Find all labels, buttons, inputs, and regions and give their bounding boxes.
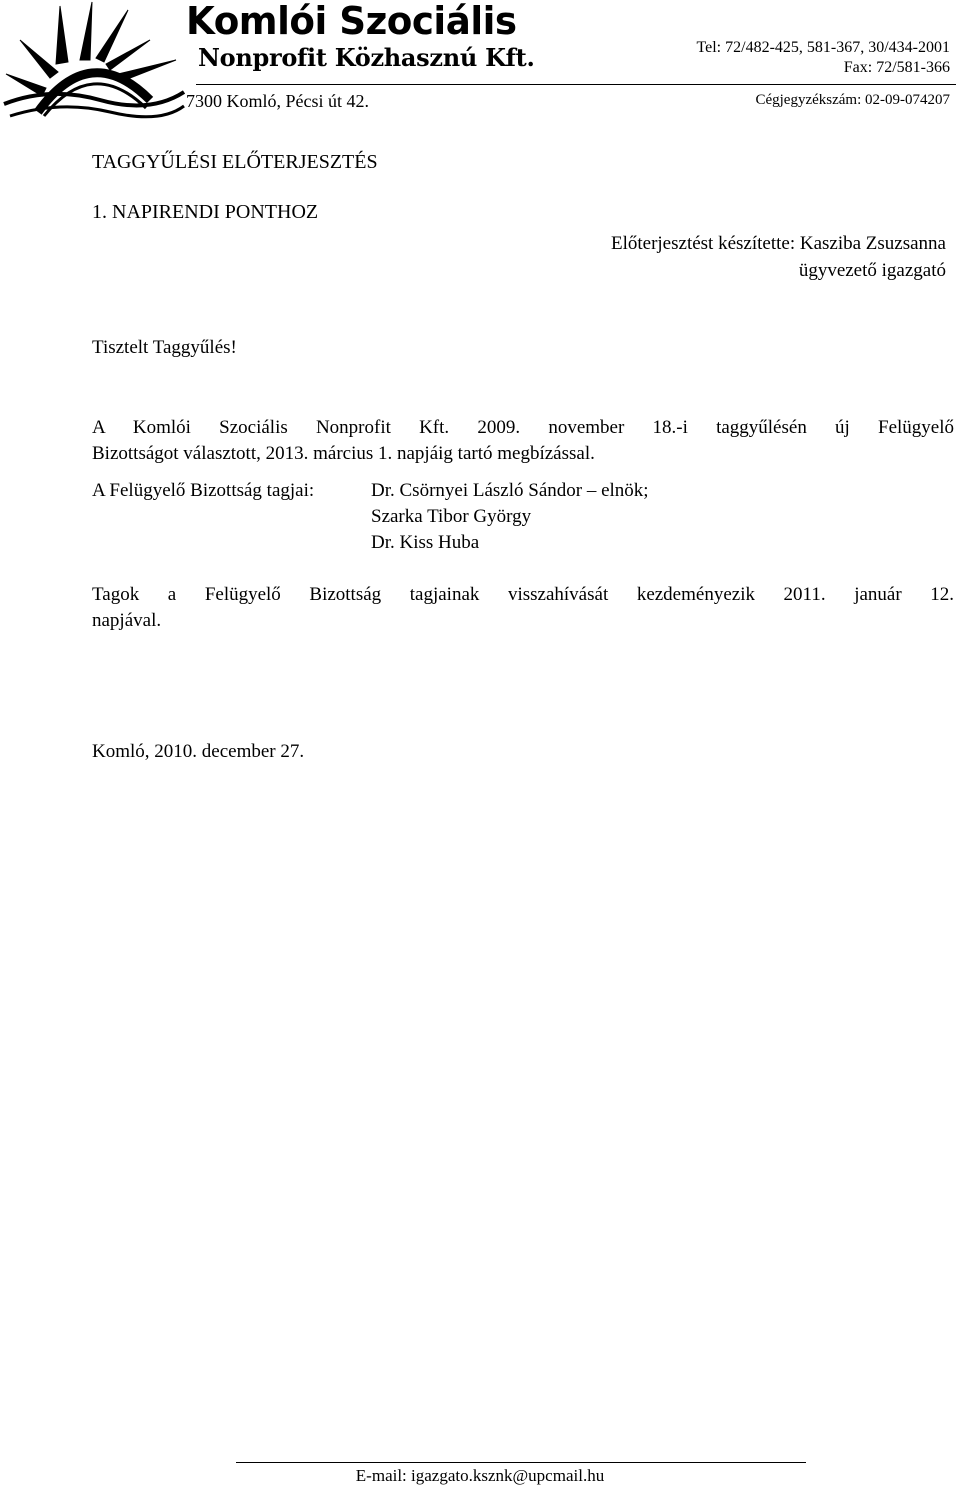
- paragraph-1-line-1: A Komlói Szociális Nonprofit Kft. 2009. november 18.-i taggyűlésén új Felügyelő: [92, 417, 954, 438]
- contact-phone: Tel: 72/482-425, 581-367, 30/434-2001: [696, 39, 950, 56]
- prepared-by-role: ügyvezető igazgató: [798, 260, 946, 281]
- prepared-by: Előterjesztést készítette: Kasziba Zsuzsanna: [610, 233, 946, 254]
- company-registration-number: Cégjegyzékszám: 02-09-074207: [755, 92, 950, 108]
- organization-subtitle: Nonprofit Közhasznú Kft.: [198, 43, 535, 72]
- board-member-1: Dr. Csörnyei László Sándor – elnök;: [371, 480, 649, 501]
- document-title: TAGGYŰLÉSI ELŐTERJESZTÉS: [92, 151, 378, 173]
- paragraph-2-line-2: napjával.: [92, 610, 162, 631]
- board-member-3: Dr. Kiss Huba: [371, 532, 480, 553]
- letterhead-divider: [196, 84, 956, 85]
- footer-email: E-mail: igazgato.ksznk@upcmail.hu: [355, 1466, 605, 1485]
- organization-address: 7300 Komló, Pécsi út 42.: [186, 91, 369, 111]
- place-and-date: Komló, 2010. december 27.: [92, 741, 305, 762]
- footer-divider: [236, 1462, 806, 1463]
- board-member-2: Szarka Tibor György: [371, 506, 532, 527]
- contact-fax: Fax: 72/581-366: [843, 59, 950, 76]
- organization-name: Komlói Szociális: [186, 0, 517, 43]
- board-members-label: A Felügyelő Bizottság tagjai:: [92, 480, 315, 501]
- salutation: Tisztelt Taggyűlés!: [92, 337, 237, 358]
- sun-logo-icon: [0, 0, 185, 122]
- agenda-item: 1. NAPIRENDI PONTHOZ: [92, 201, 319, 223]
- paragraph-1-line-2: Bizottságot választott, 2013. március 1. napjáig tartó megbízással.: [92, 443, 595, 464]
- paragraph-2-line-1: Tagok a Felügyelő Bizottság tagjainak visszahívását kezdeményezik 2011. január 12.: [92, 584, 954, 605]
